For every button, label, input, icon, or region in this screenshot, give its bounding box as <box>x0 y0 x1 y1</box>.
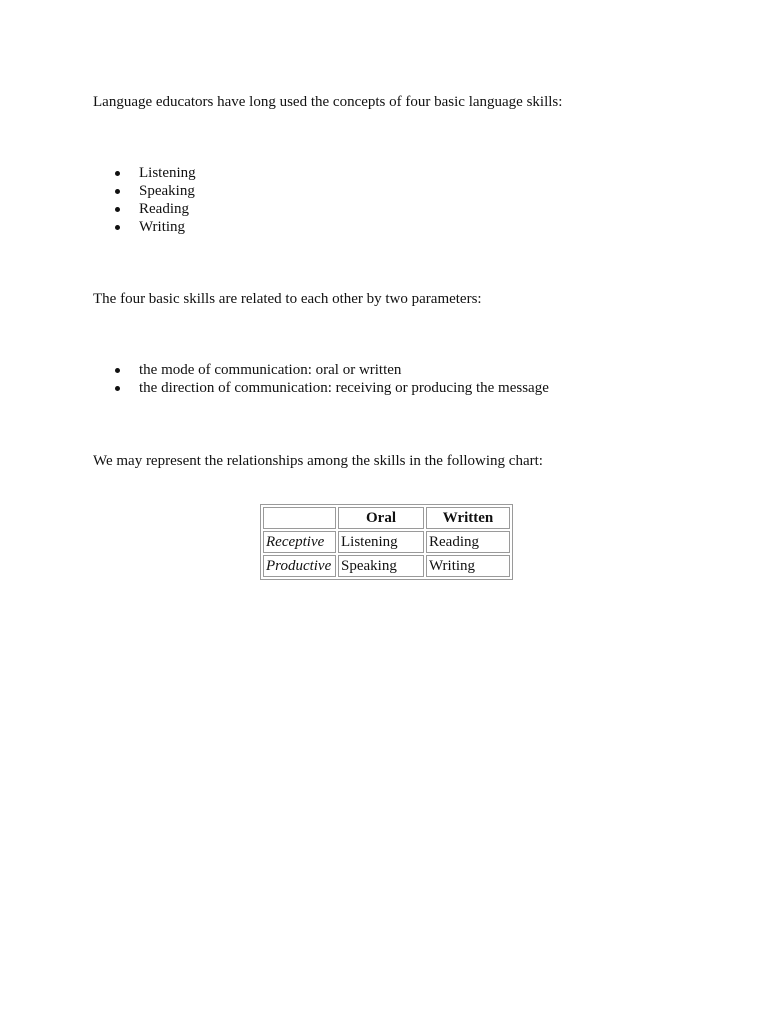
table-cell: Speaking <box>338 555 424 577</box>
table-header-cell: Oral <box>338 507 424 529</box>
table-row-header: Productive <box>263 555 336 577</box>
bullet-icon <box>115 189 120 194</box>
intro-paragraph: Language educators have long used the concepts of four basic language skills: <box>93 94 563 110</box>
table-row-header: Receptive <box>263 531 336 553</box>
skills-table <box>260 504 513 580</box>
table-header-row <box>263 507 510 529</box>
parameters-paragraph: The four basic skills are related to each other by two parameters: <box>93 291 482 307</box>
table-header-cell: Written <box>426 507 510 529</box>
bullet-icon <box>115 171 120 176</box>
list-item-label: Speaking <box>139 183 195 199</box>
list-item <box>93 182 196 200</box>
table-cell: Reading <box>426 531 510 553</box>
list-item-label: Listening <box>139 165 196 181</box>
bullet-icon <box>115 386 120 391</box>
list-item <box>93 218 196 236</box>
chart-intro-paragraph: We may represent the relationships among the skills in the following chart: <box>93 453 543 469</box>
table-cell: Listening <box>338 531 424 553</box>
list-item-label: Reading <box>139 201 189 217</box>
table-row <box>263 555 510 577</box>
list-item <box>93 164 196 182</box>
list-item-label: the mode of communication: oral or written <box>139 362 402 378</box>
parameters-list <box>93 361 549 397</box>
list-item <box>93 379 549 397</box>
list-item <box>93 200 196 218</box>
bullet-icon <box>115 207 120 212</box>
bullet-icon <box>115 225 120 230</box>
list-item-label: the direction of communication: receiving or producing the message <box>139 380 549 396</box>
table-header-cell <box>263 507 336 529</box>
table-cell: Writing <box>426 555 510 577</box>
bullet-icon <box>115 368 120 373</box>
list-item <box>93 361 549 379</box>
skills-list <box>93 164 196 236</box>
list-item-label: Writing <box>139 219 186 235</box>
table-row <box>263 531 510 553</box>
